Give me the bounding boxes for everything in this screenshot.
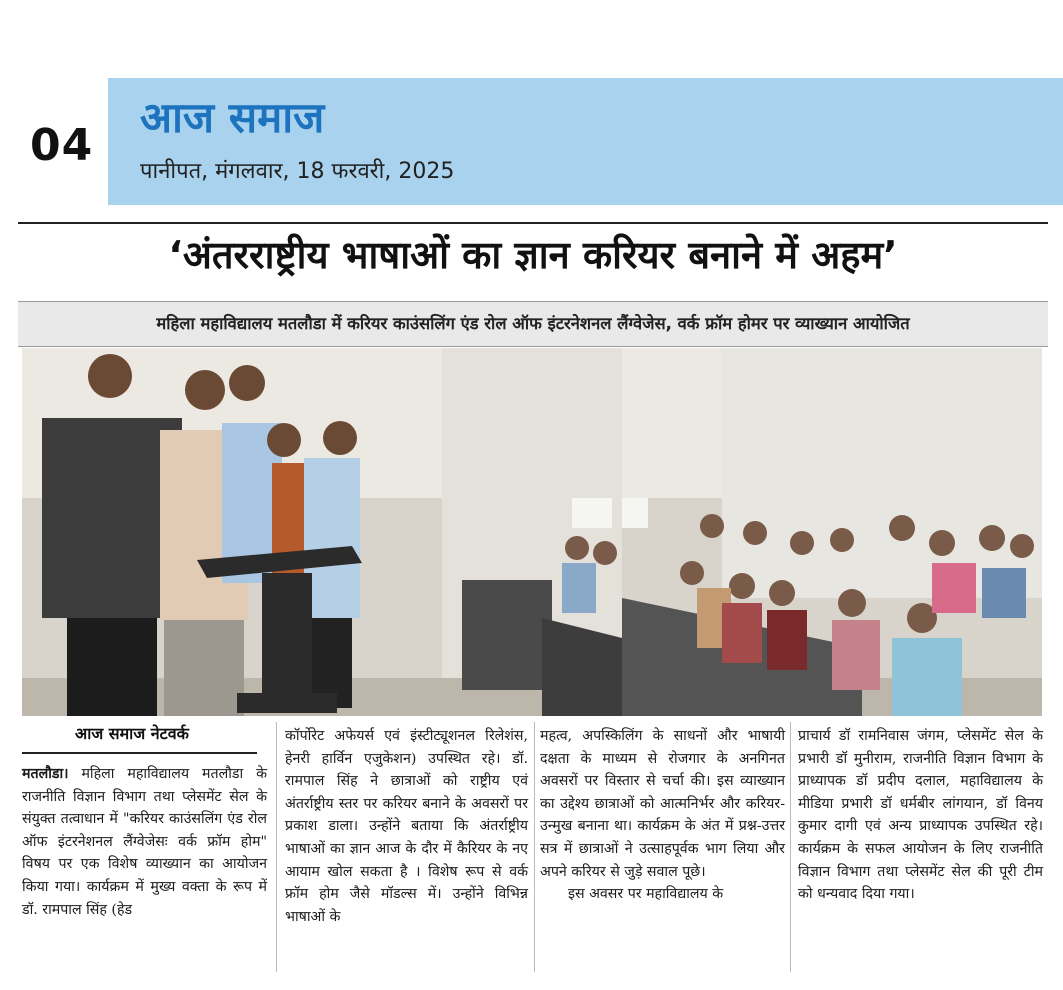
column-4-text: प्राचार्य डॉ रामनिवास जंगम, प्लेसमेंट सेल के प्रभारी डॉ मुनीराम, राजनीति विज्ञान विभाग के प्राध्यापक डॉ प्रदीप दलाल, महाविद्यालय के मीडिया प्रभारी डॉ धर्मबीर लांगयान, डॉ विनय कुमार दागी एवं अन्य प्राध्यापक उपस्थित रहे। कार्यक्रम के सफल आयोजन के लिए राजनीति विज्ञान विभाग तथा प्लेसमेंट सेल की पूरी टीम को धन्यवाद दिया गया। (798, 728, 1043, 903)
news-photo (22, 348, 1042, 716)
column-divider (534, 722, 535, 972)
article-column-4 (798, 725, 1043, 906)
headline: ‘अंतरराष्ट्रीय भाषाओं का ज्ञान करियर बनाने में अहम’ (168, 233, 898, 277)
article-column-1 (22, 763, 267, 921)
column-divider (790, 722, 791, 972)
newspaper-name: आज समाज (140, 93, 325, 142)
article-column-2 (285, 725, 528, 928)
subheadline: महिला महाविद्यालय मतलौडा में करियर काउंसलिंग एंड रोल ऑफ इंटरनेशनल लैंग्वेजेस, वर्क फ्रॉम होमर पर व्याख्यान आयोजित (18, 301, 1048, 347)
masthead (0, 0, 1063, 205)
column-divider (276, 722, 277, 972)
column-2-text: कॉर्पोरेट अफेयर्स एवं इंस्टीट्यूशनल रिलेशंस, हेनरी हार्विन एजुकेशन) उपस्थित रहे। डॉ. रामपाल सिंह ने छात्राओं को राष्ट्रीय एवं अंतर्राष्ट्रीय स्तर पर करियर बनाने के अवसरों पर प्रकाश डाला। उन्होंने बताया कि अंतर्राष्ट्रीय भाषाओं का ज्ञान आज के दौर में कैरियर के नए आयाम खोल सकता है । विशेष रूप से वर्क फ्रॉम होम जैसे मॉडल्स में। उन्होंने विभिन्न भाषाओं के (285, 728, 528, 925)
column-3-text-b: इस अवसर पर महाविद्यालय के (568, 886, 724, 903)
column-3-text: महत्व, अपस्किलिंग के साधनों और भाषायी दक्षता के माध्यम से रोजगार के अनगिनत अवसरों पर विस्तार से चर्चा की। इस व्याख्यान का उद्देश्य छात्राओं को आत्मनिर्भर और करियर-उन्मुख बनाना था। कार्यक्रम के अंत में प्रश्न-उत्तर सत्र में छात्राओं ने उत्साहपूर्वक भाग लिया और अपने करियर से जुड़े सवाल पूछे। (540, 728, 785, 880)
page-number: 04 (30, 120, 94, 171)
column-1-text: महिला महाविद्यालय मतलौडा के राजनीति विज्ञान विभाग तथा प्लेसमेंट सेल के संयुक्त तत्वाधान में "करियर काउंसलिंग एंड रोल ऑफ इंटरनेशनल लैंग्वेजेसः वर्क फ्रॉम होम" विषय पर एक विशेष व्याख्यान का आयोजन किया गया। कार्यक्रम में मुख्य वक्ता के रूप में डॉ. रामपाल सिंह (हेड (22, 766, 267, 918)
dateline-place: मतलौडा। (22, 766, 69, 782)
byline-rule (22, 752, 257, 754)
byline: आज समाज नेटवर्क (75, 724, 189, 743)
headline-rule (18, 222, 1048, 224)
article-column-3 (540, 725, 785, 906)
dateline: पानीपत, मंगलवार, 18 फरवरी, 2025 (140, 159, 455, 184)
